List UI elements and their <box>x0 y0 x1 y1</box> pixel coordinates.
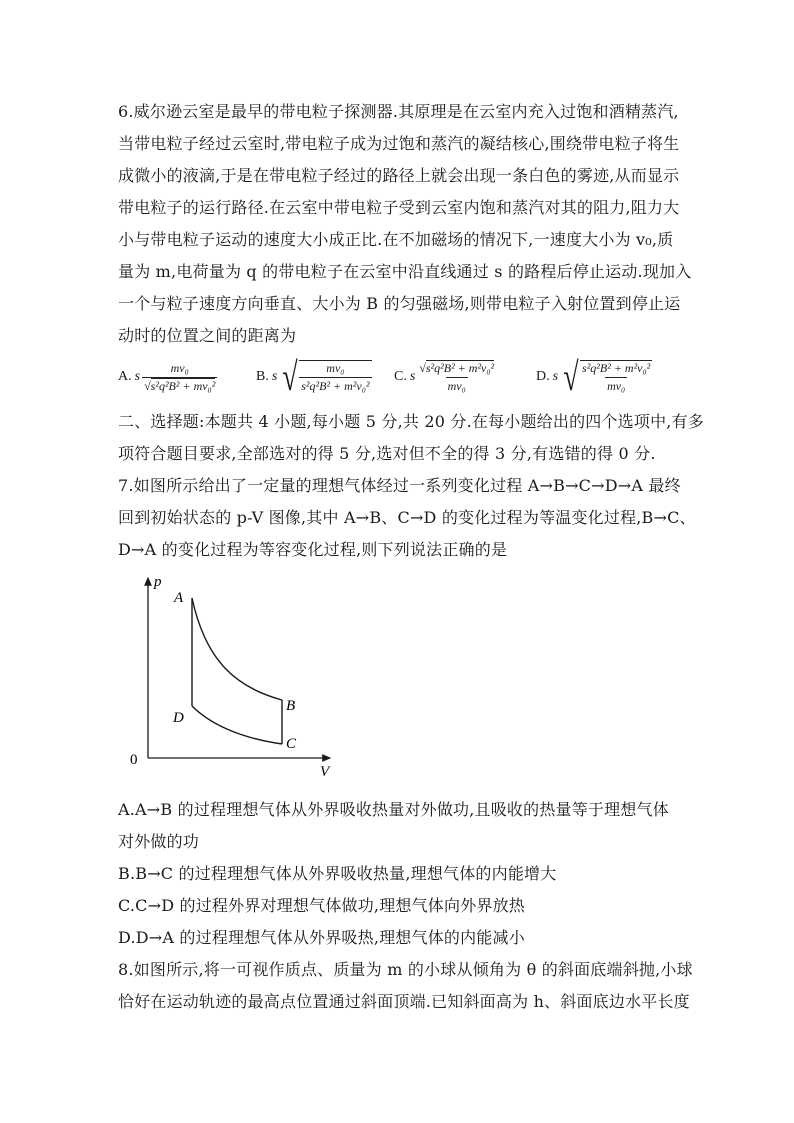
radical-sign: √ <box>563 354 579 399</box>
q8-line-2: 恰好在运动轨迹的最高点位置通过斜面顶端.已知斜面高为 h、斜面底边水平长度 <box>118 992 690 1011</box>
isotherm-dc <box>192 706 282 744</box>
option-label: C. <box>394 369 407 384</box>
section-2-line-2: 项符合题目要求,全部选对的得 5 分,选对但不全的得 3 分,有选错的得 0 分. <box>118 444 656 463</box>
q6-line-2: 当带电粒子经过云室时,带电粒子成为过饱和蒸汽的凝结核心,围绕带电粒子将生 <box>118 134 680 153</box>
point-b-label: B <box>286 698 296 714</box>
q6-line-3: 成微小的液滴,于是在带电粒子经过的路径上就会出现一条白色的雾迹,从而显示 <box>118 166 680 185</box>
radicand: s²q²B² + m²v₀² <box>425 360 495 375</box>
section-2-line-1: 二、选择题:本题共 4 小题,每小题 5 分,共 20 分.在每小题给出的四个选项中,有多 <box>118 412 704 431</box>
q6-line-5: 小与带电粒子运动的速度大小成正比.在不加磁场的情况下,一速度大小为 v₀,质 <box>118 230 674 249</box>
q8-line-1: 8.如图所示,将一可视作质点、质量为 m 的小球从倾角为 θ 的斜面底端斜抛,小球 <box>118 960 693 979</box>
isotherm-ab <box>192 598 282 700</box>
fraction-denominator: s²q²B² + m²v₀² <box>301 379 370 393</box>
option-d-fraction <box>580 361 652 394</box>
radicand: s²q²B² + mv₀² <box>150 378 216 393</box>
option-a-fraction <box>142 361 217 394</box>
option-b-fraction <box>299 361 371 394</box>
q6-option-c[interactable] <box>394 354 496 400</box>
q6-line-7: 一个与粒子速度方向垂直、大小为 B 的匀强磁场,则带电粒子入射位置到停止运 <box>118 294 681 313</box>
fraction-denominator: mv₀ <box>447 378 466 393</box>
radical-sign: √ <box>282 354 298 399</box>
point-c-label: C <box>286 736 297 752</box>
origin-label: 0 <box>130 752 138 768</box>
point-a-label: A <box>174 590 184 606</box>
option-s: s <box>271 369 278 384</box>
q6-line-6: 量为 m,电荷量为 q 的带电粒子在云室中沿直线通过 s 的路程后停止运动.现加入 <box>118 262 692 281</box>
q7-line-2: 回到初始状态的 p-V 图像,其中 A→B、C→D 的变化过程为等温变化过程,B→C、 <box>118 508 696 527</box>
fraction-denominator: mv₀ <box>607 379 626 393</box>
q6-line-8: 动时的位置之间的距离为 <box>118 326 297 345</box>
q6-option-d[interactable] <box>536 354 652 400</box>
option-s: s <box>134 369 141 384</box>
q7-option-a-cont: 对外做的功 <box>118 832 200 851</box>
option-c-fraction <box>417 361 496 394</box>
option-d-radicand <box>580 360 652 394</box>
option-b-radicand <box>299 360 371 394</box>
p-axis-label: p <box>154 574 162 590</box>
option-s: s <box>409 369 416 384</box>
fraction-denominator: √s²q²B² + mv₀² <box>144 378 216 393</box>
fraction-numerator: s²q²B² + m²v₀² <box>582 361 651 375</box>
fraction-numerator: √s²q²B² + m²v₀² <box>419 360 495 375</box>
q7-option-c[interactable]: C.C→D 的过程外界对理想气体做功,理想气体向外界放热 <box>118 896 526 915</box>
fraction-numerator: mv₀ <box>170 360 189 375</box>
option-label: B. <box>256 369 269 384</box>
q6-line-4: 带电粒子的运行路径.在云室中带电粒子受到云室内饱和蒸汽对其的阻力,阻力大 <box>118 198 680 217</box>
fraction-numerator: mv₀ <box>326 361 345 375</box>
q6-line-1: 6.威尔逊云室是最早的带电粒子探测器.其原理是在云室内充入过饱和酒精蒸汽, <box>118 102 679 121</box>
q6-option-b[interactable] <box>256 354 372 400</box>
q7-option-d[interactable]: D.D→A 的过程理想气体从外界吸热,理想气体的内能减小 <box>118 928 525 947</box>
q6-options <box>118 354 698 400</box>
q7-line-1: 7.如图所示给出了一定量的理想气体经过一系列变化过程 A→B→C→D→A 最终 <box>118 476 681 495</box>
option-s: s <box>552 369 559 384</box>
q7-option-a[interactable]: A.A→B 的过程理想气体从外界吸收热量对外做功,且吸收的热量等于理想气体 <box>118 800 669 819</box>
option-label: A. <box>118 369 132 384</box>
q6-option-a[interactable] <box>118 354 217 400</box>
point-d-label: D <box>173 710 184 726</box>
v-axis-label: V <box>320 764 330 780</box>
pv-diagram <box>118 568 343 788</box>
q7-option-b[interactable]: B.B→C 的过程理想气体从外界吸收热量,理想气体的内能增大 <box>118 864 557 883</box>
option-label: D. <box>536 369 550 384</box>
q7-line-3: D→A 的变化过程为等容变化过程,则下列说法正确的是 <box>118 540 508 559</box>
